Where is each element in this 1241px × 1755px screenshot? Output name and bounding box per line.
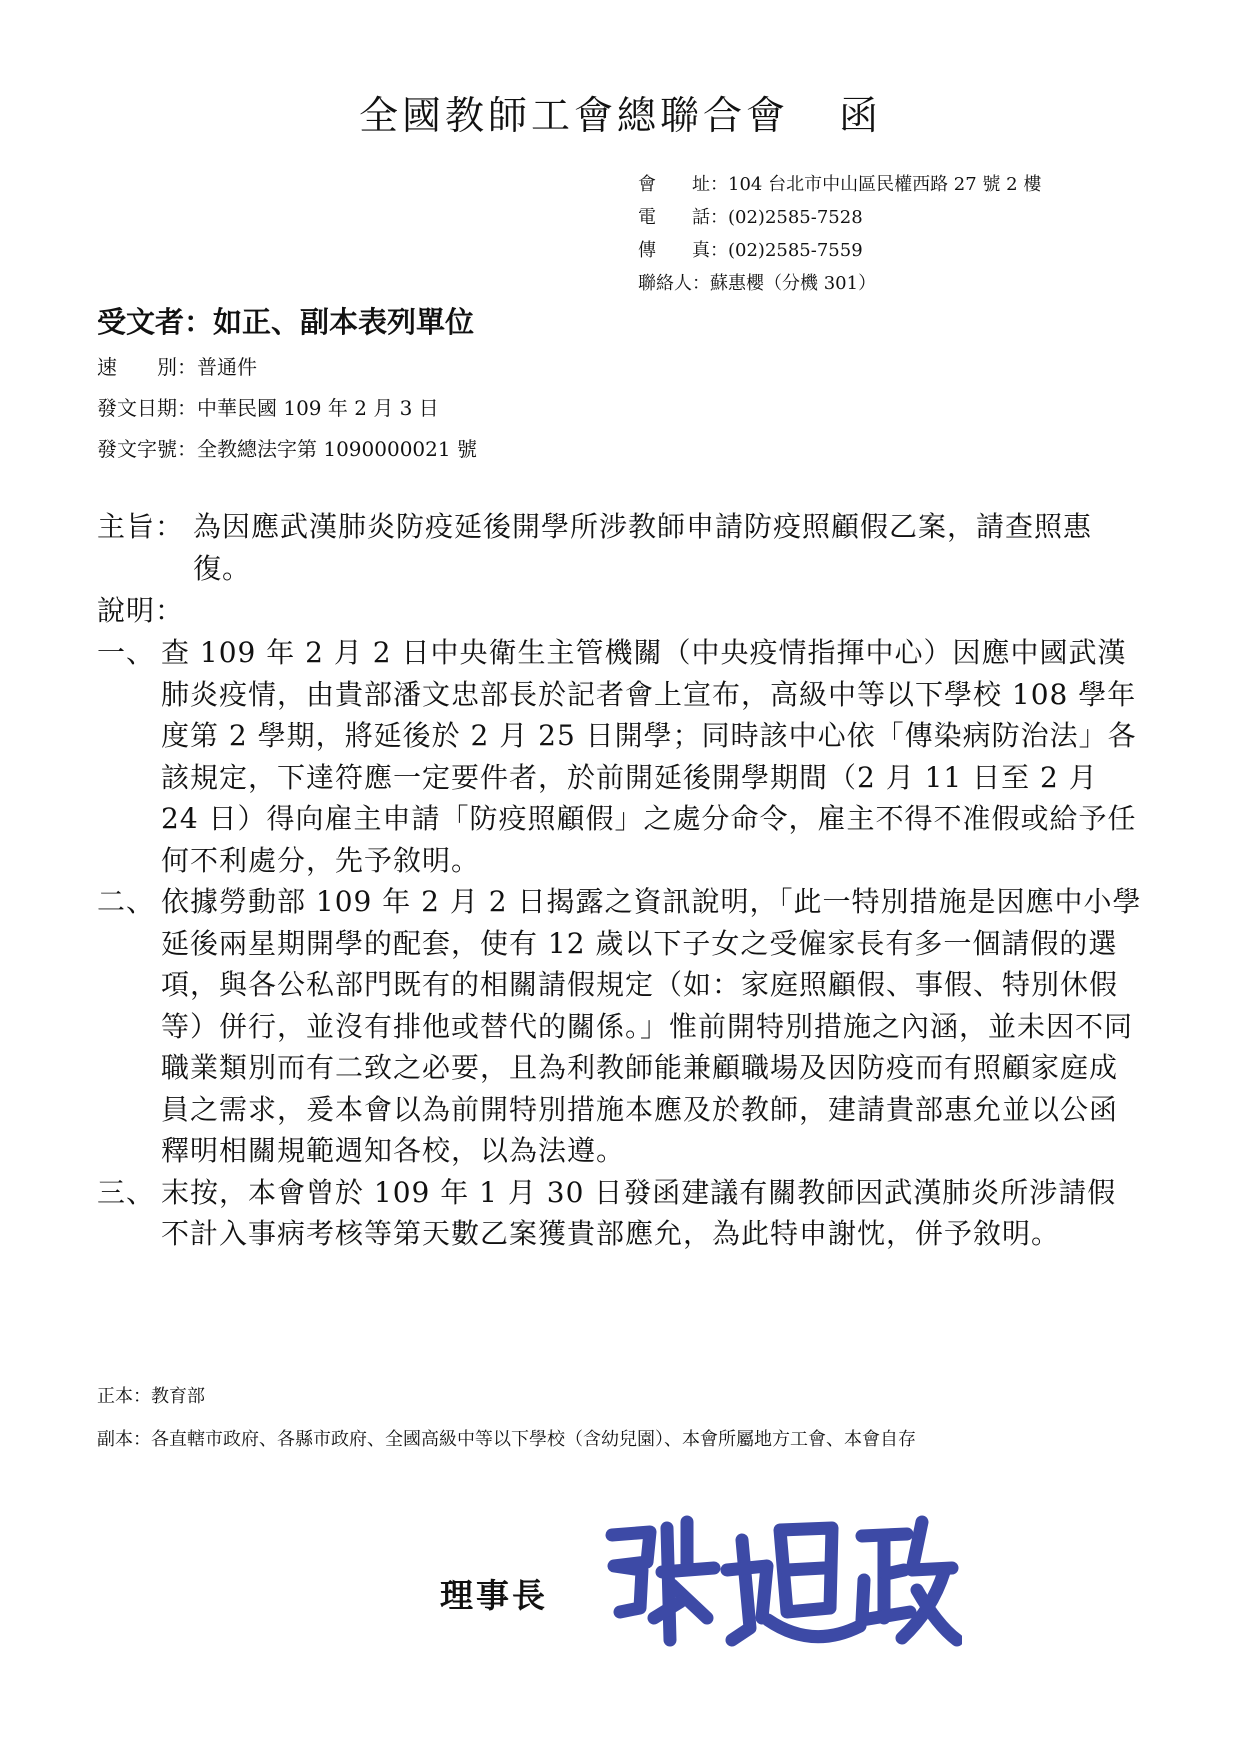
item-text: 依據勞動部 109 年 2 月 2 日揭露之資訊說明，「此一特別措施是因應中小學延後兩星期開學的配套，使有 12 歲以下子女之受僱家長有多一個請假的選項，與各公私部門既有的相關請假規定（如：家庭照顧假、事假、特別休假等）併行，並沒有排他或替代的關係。」惟前開特別措施之內涵，並未因不同職業類別而有二致之必要，且為利教師能兼顧職場及因防疫而有照顧家庭成員之需求，爰本會以為前開特別措施本應及於教師，建請貴部惠允並以公函釋明相關規範週知各校，以為法遵。 (161, 885, 1142, 1167)
chairperson-title: 理事長 (440, 1576, 548, 1615)
number-value: 全教總法字第 1090000021 號 (197, 437, 477, 461)
number-row (97, 429, 477, 470)
number-label: 發文字號： (97, 437, 197, 461)
subject-label: 主旨： (97, 510, 185, 543)
main-recipient: 正本：教育部 (97, 1386, 205, 1407)
explanation-item (97, 881, 1142, 1172)
speed-value: 普通件 (197, 355, 257, 379)
explanation-list (97, 632, 1142, 1255)
contact-person-row (638, 267, 1041, 300)
contact-block (638, 168, 1041, 300)
item-text: 查 109 年 2 月 2 日中央衛生主管機關（中央疫情指揮中心）因應中國武漢肺炎疫情，由貴部潘文忠部長於記者會上宣布，高級中等以下學校 108 學年度第 2 學期，將延後於 2 月 25 日開學；同時該中心依「傳染病防治法」各該規定，下達符應一定要件者，於前開延後開學期間（2 月 11 日至 2 月 24 日）得向雇主申請「防疫照顧假」之處分命令，雇主不得不准假或給予任何不利處分，先予敘明。 (161, 636, 1137, 877)
document-type: 函 (839, 94, 883, 139)
contact-person-value: 蘇惠櫻（分機 301） (710, 273, 877, 294)
organization-name: 全國教師工會總聯合會 (358, 94, 789, 139)
phone-value: (02)2585-7528 (728, 207, 863, 228)
phone-label: 電 話： (638, 207, 728, 228)
address-row (638, 168, 1041, 201)
document-meta (97, 347, 477, 470)
fax-value: (02)2585-7559 (728, 240, 863, 261)
date-value: 中華民國 109 年 2 月 3 日 (197, 396, 439, 420)
item-number: 二、 (97, 885, 156, 918)
explanation-item (97, 1172, 1142, 1255)
item-number: 三、 (97, 1175, 156, 1209)
date-row (97, 388, 477, 429)
document-title (0, 92, 1241, 142)
item-number: 一、 (97, 636, 156, 669)
fax-row (638, 234, 1041, 267)
contact-person-label: 聯絡人： (638, 273, 710, 294)
speed-row (97, 347, 477, 388)
fax-label: 傳 真： (638, 240, 728, 261)
signature-strokes (612, 1522, 957, 1640)
recipient: 受文者：如正、副本表列單位 (97, 305, 475, 339)
address-label: 會 址： (638, 174, 728, 195)
subject (97, 506, 1142, 589)
subject-text: 為因應武漢肺炎防疫延後開學所涉教師申請防疫照顧假乙案，請查照惠復。 (193, 510, 1093, 585)
item-text: 末按，本會曾於 109 年 1 月 30 日發函建議有關教師因武漢肺炎所涉請假不計入事病考核等第天數乙案獲貴部應允，為此特申謝忱，併予敘明。 (161, 1175, 1117, 1250)
copy-recipients: 副本：各直轄市政府、各縣市政府、全國高級中等以下學校（含幼兒園）、本會所屬地方工會、本會自存 (97, 1429, 916, 1450)
explanation-item (97, 632, 1142, 881)
address-value: 104 台北市中山區民權西路 27 號 2 樓 (728, 174, 1042, 195)
date-label: 發文日期： (97, 396, 197, 420)
handwritten-signature (592, 1500, 962, 1650)
explanation-label: 說明： (97, 594, 185, 627)
speed-label: 速 別： (97, 355, 197, 379)
phone-row (638, 201, 1041, 234)
